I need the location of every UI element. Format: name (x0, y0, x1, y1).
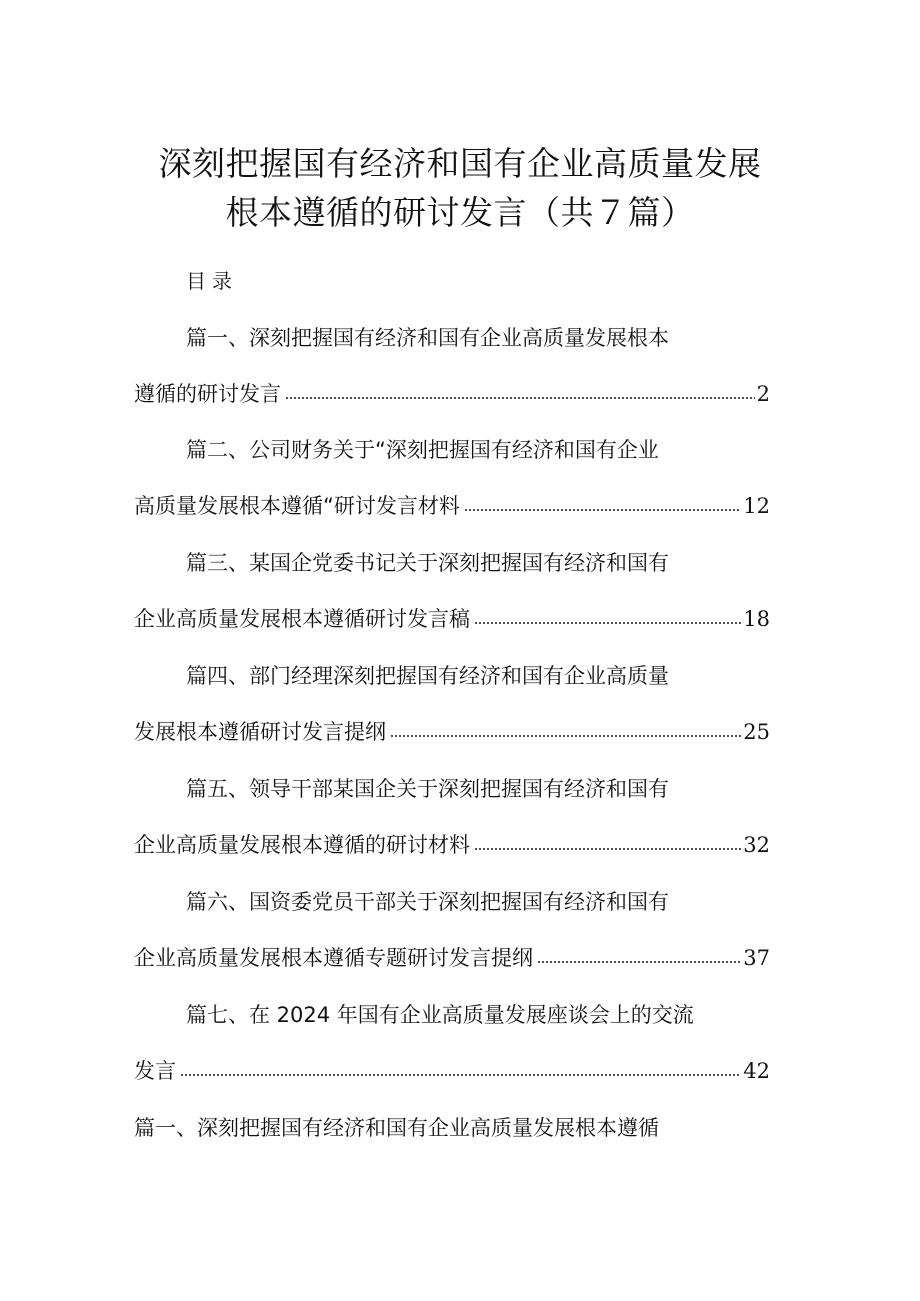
toc-entry-title[interactable]: 篇四、部门经理深刻把握国有经济和国有企业高质量 (186, 664, 669, 688)
toc-page-number: 2 (756, 382, 770, 406)
toc-entry-continuation[interactable] (134, 942, 770, 974)
dot-leader (390, 733, 741, 739)
toc-page-number: 42 (743, 1059, 770, 1083)
toc-entry-title-continued: 企业高质量发展根本遵循研讨发言稿 (134, 607, 470, 631)
toc-entry-continuation[interactable] (134, 490, 770, 522)
toc-page-number: 12 (743, 494, 770, 518)
toc-entry-continuation[interactable] (134, 716, 770, 748)
toc-entry-title[interactable]: 篇六、国资委党员干部关于深刻把握国有经济和国有 (186, 890, 669, 914)
dot-leader (464, 507, 741, 513)
dot-leader (474, 620, 741, 626)
toc-page-number: 25 (743, 720, 770, 744)
dot-leader (474, 846, 741, 852)
document-title-line-1: 深刻把握国有经济和国有企业高质量发展 (158, 144, 762, 183)
toc-entry-continuation[interactable] (134, 1055, 770, 1087)
toc-entry-title[interactable]: 篇五、领导干部某国企关于深刻把握国有经济和国有 (186, 777, 669, 801)
toc-entry-title-continued: 企业高质量发展根本遵循的研讨材料 (134, 833, 470, 857)
dot-leader (285, 395, 755, 401)
toc-entry-continuation[interactable] (134, 378, 770, 410)
toc-entry-continuation[interactable] (134, 603, 770, 635)
toc-entry-title-continued: 高质量发展根本遵循“研讨发言材料 (134, 494, 460, 518)
toc-page-number: 18 (743, 607, 770, 631)
toc-entry-continuation[interactable] (134, 829, 770, 861)
toc-entry-title-continued: 发展根本遵循研讨发言提纲 (134, 720, 386, 744)
toc-label: 目录 (186, 269, 238, 293)
toc-entry-title[interactable]: 篇一、深刻把握国有经济和国有企业高质量发展根本 (186, 326, 669, 350)
document-title-line-2: 根本遵循的研讨发言（共７篇） (225, 193, 695, 232)
toc-entry-title-continued: 遵循的研讨发言 (134, 382, 281, 406)
section-heading: 篇一、深刻把握国有经济和国有企业高质量发展根本遵循 (134, 1116, 659, 1140)
toc-entry-title-continued: 企业高质量发展根本遵循专题研讨发言提纲 (134, 946, 533, 970)
dot-leader (537, 959, 741, 965)
dot-leader (180, 1072, 741, 1078)
toc-entry-title[interactable]: 篇二、公司财务关于“深刻把握国有经济和国有企业 (186, 438, 659, 462)
toc-page-number: 37 (743, 946, 770, 970)
toc-entry-title[interactable]: 篇七、在 2024 年国有企业高质量发展座谈会上的交流 (186, 1003, 694, 1027)
toc-entry-title[interactable]: 篇三、某国企党委书记关于深刻把握国有经济和国有 (186, 551, 669, 575)
toc-page-number: 32 (743, 833, 770, 857)
toc-entry-title-continued: 发言 (134, 1059, 176, 1083)
